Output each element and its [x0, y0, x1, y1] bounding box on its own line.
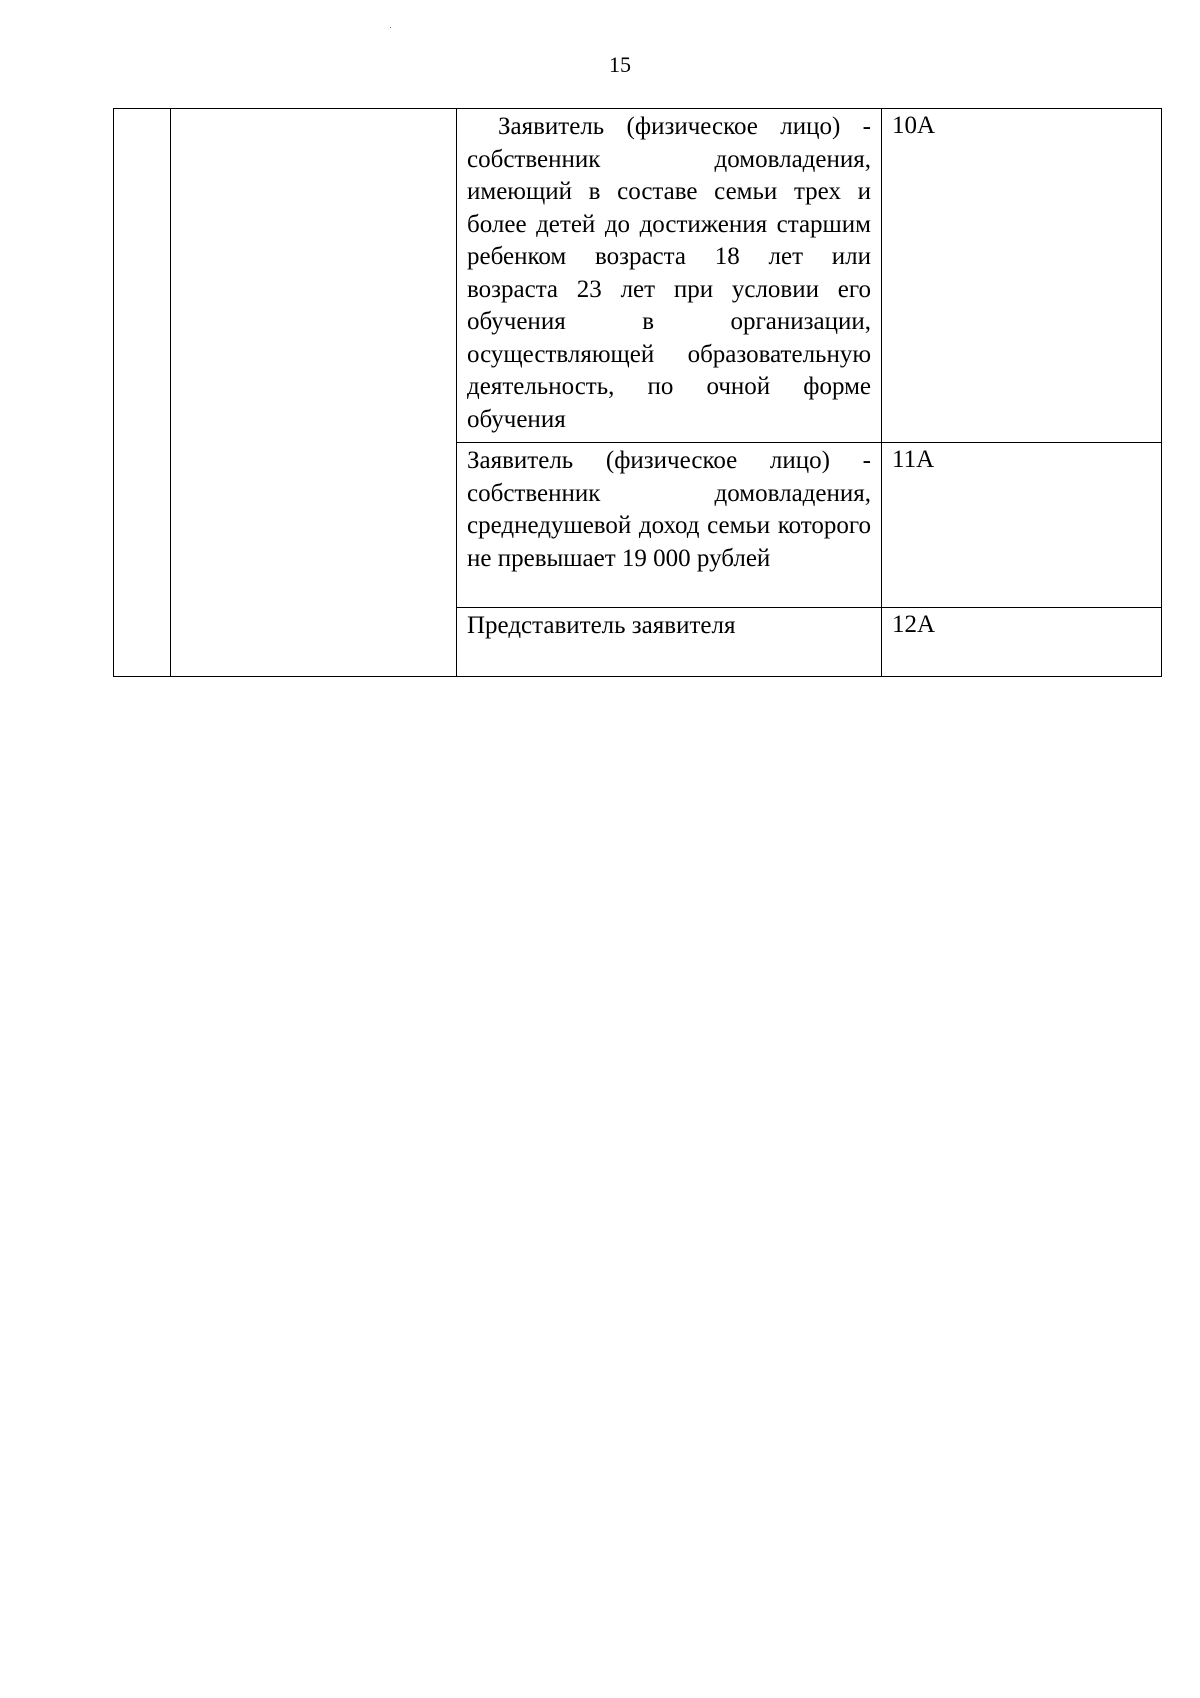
name-cell [171, 109, 457, 677]
code-cell: 12А [882, 608, 1162, 677]
code-cell: 11А [882, 443, 1162, 608]
code-cell: 10А [882, 109, 1162, 443]
description-cell: Заявитель (физическое лицо) - собственник домовладения, имеющий в составе семьи трех и более детей до достижения старшим ребенком возраста 18 лет или возраста 23 лет при условии его обучения в организации, осуществляющей образовательную деятельность, по очной форме обучения [457, 109, 882, 443]
scan-artifact [390, 27, 391, 28]
description-cell: Представитель заявителя [457, 608, 882, 677]
applicant-category-table [113, 108, 1162, 677]
number-cell [114, 109, 171, 677]
description-cell: Заявитель (физическое лицо) - собственник домовладения, среднедушевой доход семьи которого не превышает 19 000 рублей [457, 443, 882, 608]
page-number: 15 [609, 52, 631, 77]
table-row [114, 109, 1162, 443]
